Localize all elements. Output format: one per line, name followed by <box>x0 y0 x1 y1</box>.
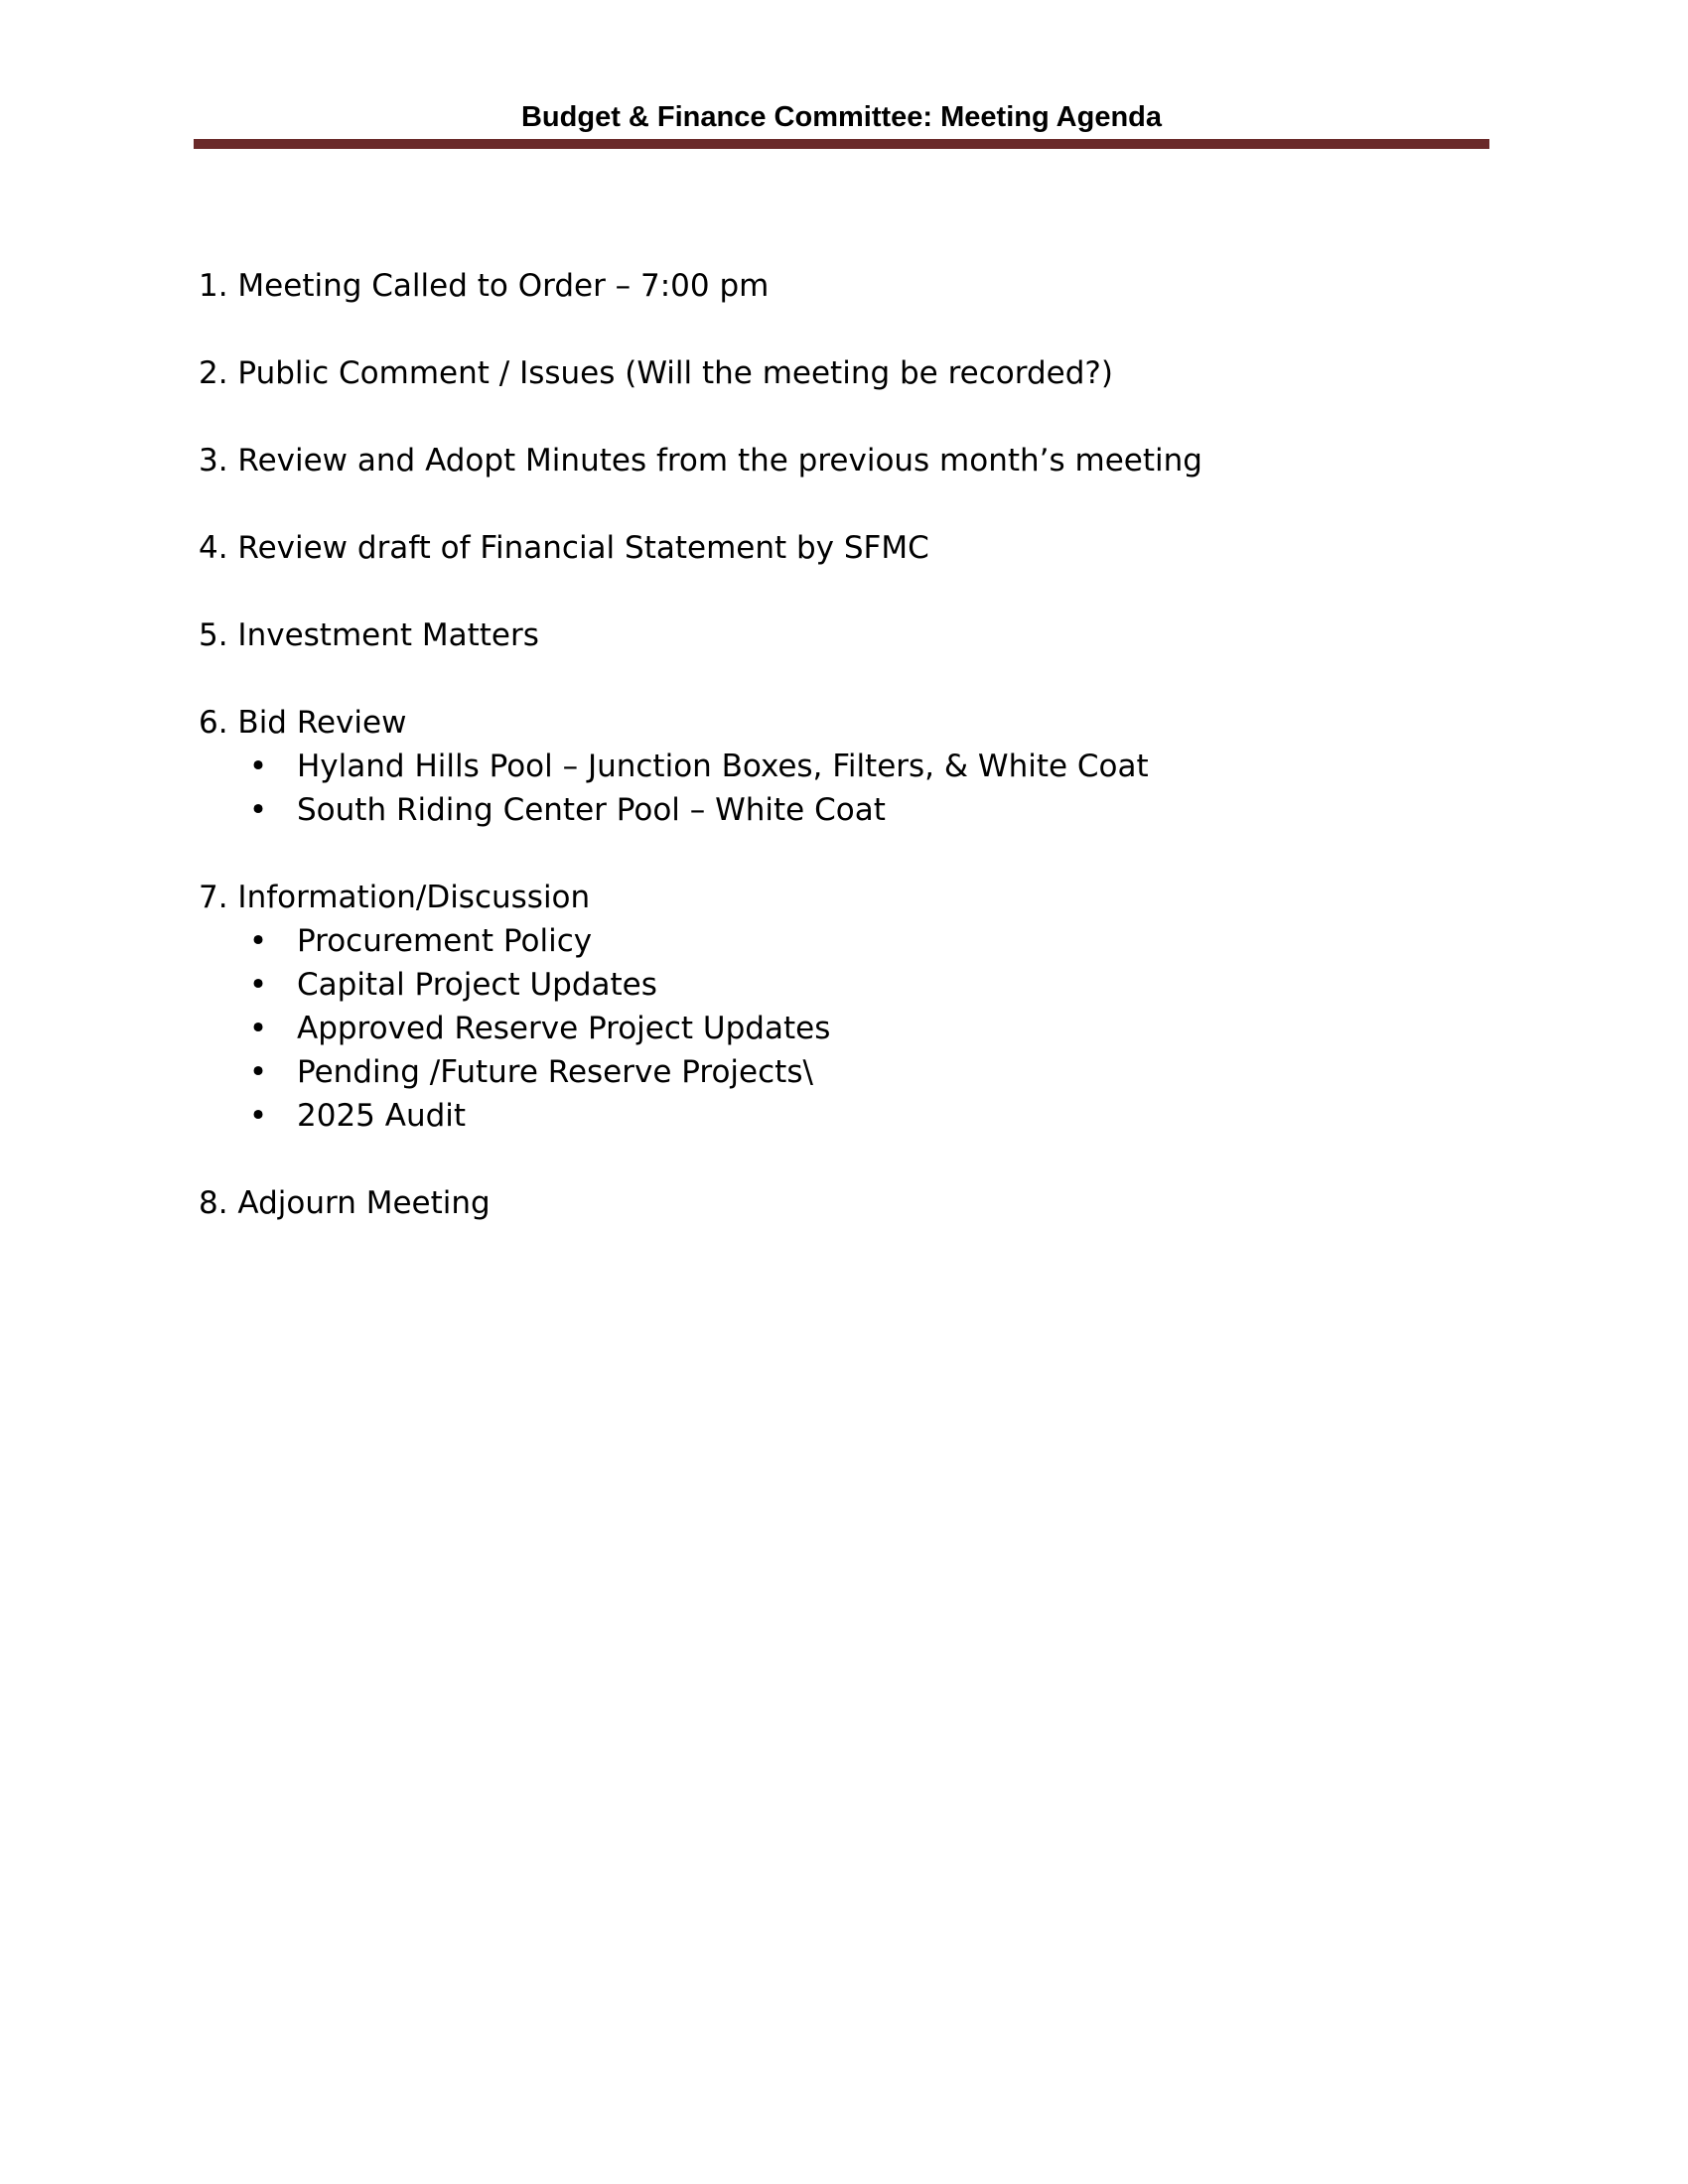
agenda-item-text: 6. Bid Review <box>199 705 407 741</box>
agenda-item-public-comment <box>199 351 1470 395</box>
bullet-icon: • <box>248 749 268 784</box>
bullet-icon: • <box>248 923 268 959</box>
information-discussion-sublist <box>199 919 1470 1138</box>
sub-list-item <box>199 1094 1470 1138</box>
agenda-item-text: 8. Adjourn Meeting <box>199 1185 491 1221</box>
sub-item-text: Capital Project Updates <box>297 967 657 1003</box>
agenda-item-bid-review <box>199 701 1470 832</box>
bullet-icon: • <box>248 967 268 1003</box>
page-title: Budget & Finance Committee: Meeting Agenda <box>520 101 1163 133</box>
sub-list-item <box>199 1050 1470 1094</box>
agenda-item-text: 5. Investment Matters <box>199 617 539 653</box>
sub-item-text: Pending /Future Reserve Projects\ <box>297 1054 813 1090</box>
agenda-item-financial-statement <box>199 526 1470 570</box>
sub-list-item <box>199 963 1470 1007</box>
sub-item-text: Procurement Policy <box>297 923 593 959</box>
agenda-item-adjourn <box>199 1181 1470 1225</box>
bullet-icon: • <box>248 1054 268 1090</box>
agenda-item-investment-matters <box>199 614 1470 657</box>
sub-list-item <box>199 788 1470 832</box>
bid-review-sublist <box>199 745 1470 832</box>
sub-item-text: 2025 Audit <box>297 1098 467 1134</box>
sub-item-text: South Riding Center Pool – White Coat <box>297 792 886 828</box>
agenda-item-text: 2. Public Comment / Issues (Will the meeting be recorded?) <box>199 355 1113 391</box>
sub-item-text: Approved Reserve Project Updates <box>297 1011 831 1046</box>
agenda-item-text: 3. Review and Adopt Minutes from the previous month’s meeting <box>199 443 1202 478</box>
sub-item-text: Hyland Hills Pool – Junction Boxes, Filters, & White Coat <box>297 749 1149 784</box>
agenda-item-text: 7. Information/Discussion <box>199 880 591 915</box>
agenda-item-text: 1. Meeting Called to Order – 7:00 pm <box>199 268 770 304</box>
agenda-item-adopt-minutes <box>199 439 1470 482</box>
agenda-item-information-discussion <box>199 876 1470 1138</box>
bullet-icon: • <box>248 1098 268 1134</box>
sub-list-item <box>199 745 1470 788</box>
header-divider <box>194 139 1489 149</box>
agenda-item-call-to-order <box>199 264 1470 308</box>
agenda-list <box>199 264 1470 1225</box>
bullet-icon: • <box>248 1011 268 1046</box>
agenda-item-text: 4. Review draft of Financial Statement by SFMC <box>199 530 929 566</box>
sub-list-item <box>199 1007 1470 1050</box>
sub-list-item <box>199 919 1470 963</box>
bullet-icon: • <box>248 792 268 828</box>
